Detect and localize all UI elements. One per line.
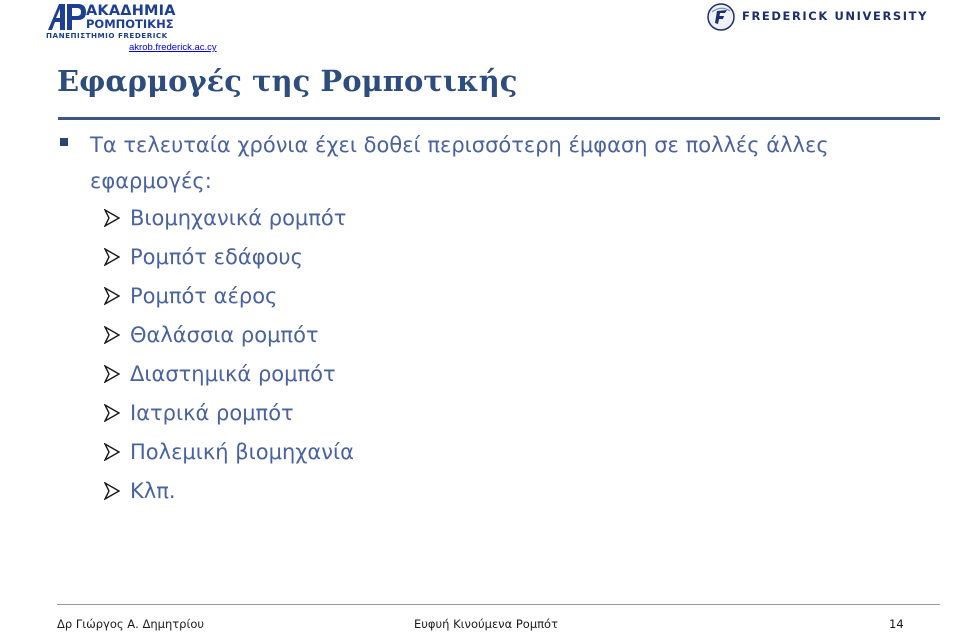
list-item-text: Βιομηχανικά ρομπότ [130,206,347,230]
main-bullet-text: Τα τελευταία χρόνια έχει δοθεί περισσότερη έμφαση σε πολλές άλλες εφαρμογές: [90,133,829,193]
academy-subtitle: ΠΑΝΕΠΙΣΤΗΜΙΟ FREDERICK [46,31,168,40]
academy-title-line2: ΡΟΜΠΟΤΙΚΗΣ [86,17,174,31]
arrow-bullet-icon [104,248,120,266]
slide-title: Εφαρμογές της Ρομποτικής [57,64,518,98]
university-name: FREDERICK UNIVERSITY [742,9,929,23]
academy-logo [46,2,217,53]
arrow-bullet-icon [104,404,120,422]
arrow-bullet-icon [104,443,120,461]
university-emblem-icon [706,2,736,32]
footer-author: Δρ Γιώργος Α. Δημητρίου [57,617,205,631]
academy-website-link[interactable]: akrob.frederick.ac.cy [129,42,217,53]
arrow-bullet-icon [104,482,120,500]
list-item-text: Ρομπότ αέρος [130,284,278,308]
arrow-bullet-icon [104,365,120,383]
list-item-text: Ρομπότ εδάφους [130,245,303,269]
page-number: 14 [889,617,904,631]
list-item-text: Θαλάσσια ρομπότ [130,323,319,347]
arrow-bullet-icon [104,326,120,344]
title-divider [58,117,940,120]
list-item-text: Κλπ. [130,479,176,503]
academy-title-line1: ΑΚΑΔΗΜΙΑ [86,3,176,19]
arrow-bullet-icon [104,287,120,305]
academy-monogram-icon [46,2,88,32]
list-item-text: Ιατρικά ρομπότ [130,401,294,425]
arrow-bullet-icon [104,209,120,227]
university-logo [706,2,936,32]
footer-divider [57,604,940,605]
footer-course-title: Ευφυή Κινούμενα Ρομπότ [414,617,559,631]
list-item-text: Πολεμική βιομηχανία [130,440,354,464]
list-item-text: Διαστημικά ρομπότ [130,362,336,386]
square-bullet-icon [60,138,68,146]
